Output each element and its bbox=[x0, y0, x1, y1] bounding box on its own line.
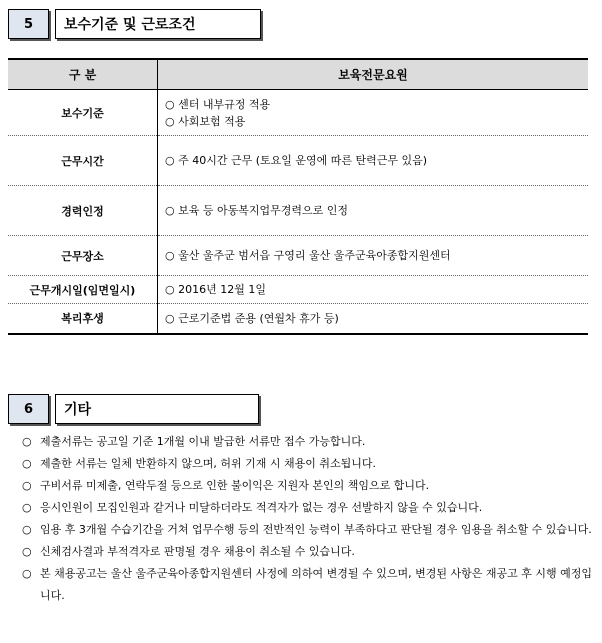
row-label: 근무시간 bbox=[8, 136, 158, 186]
list-item: ○ 구비서류 미제출, 연락두절 등으로 인한 불이익은 지원자 본인의 책임으로 합니다. bbox=[22, 475, 592, 497]
bullet-icon: ○ bbox=[22, 479, 32, 492]
bullet-icon: ○ bbox=[22, 501, 32, 514]
list-item: ○ 제출한 서류는 일체 반환하지 않으며, 허위 기재 시 채용이 취소됩니다. bbox=[22, 453, 592, 475]
row-label: 근무장소 bbox=[8, 236, 158, 276]
row-value: ○ 주 40시간 근무 (토요일 운영에 따른 탄력근무 있음) bbox=[158, 136, 589, 186]
row-value bbox=[158, 90, 589, 136]
section-6-header bbox=[8, 394, 259, 424]
working-conditions-table bbox=[8, 58, 588, 335]
table-header-row bbox=[8, 59, 588, 90]
row-value: ○ 2016년 12월 1일 bbox=[158, 276, 589, 304]
row-label: 복리후생 bbox=[8, 304, 158, 334]
row-value: ○ 보육 등 아동복지업무경력으로 인정 bbox=[158, 186, 589, 236]
list-item: ○ 본 채용공고는 울산 울주군육아종합지원센터 사정에 의하여 변경될 수 있으며, 변경된 사항은 재공고 후 시행 예정입니다. bbox=[22, 563, 592, 607]
bullet-icon: ○ bbox=[22, 545, 32, 558]
section-5-header bbox=[8, 9, 261, 39]
row-value: ○ 근로기준법 준용 (연월차 휴가 등) bbox=[158, 304, 589, 334]
table-row bbox=[8, 276, 588, 304]
header-position: 보육전문요원 bbox=[158, 59, 589, 90]
list-item: ○ 임용 후 3개월 수습기간을 거쳐 업무수행 등의 전반적인 능력이 부족하다고 판단될 경우 임용을 취소할 수 있습니다. bbox=[22, 519, 592, 541]
section-title: 보수기준 및 근로조건 bbox=[55, 9, 261, 39]
table-row bbox=[8, 90, 588, 136]
list-item: ○ 응시인원이 모집인원과 같거나 미달하더라도 적격자가 없는 경우 선발하지 않을 수 있습니다. bbox=[22, 497, 592, 519]
row-label: 보수기준 bbox=[8, 90, 158, 136]
list-item: ○ 제출서류는 공고일 기준 1개월 이내 발급한 서류만 접수 가능합니다. bbox=[22, 431, 592, 453]
notes-list bbox=[22, 431, 592, 607]
table-row bbox=[8, 136, 588, 186]
row-label: 경력인정 bbox=[8, 186, 158, 236]
section-title: 기타 bbox=[55, 394, 259, 424]
list-item: ○ 신체검사결과 부적격자로 판명될 경우 채용이 취소될 수 있습니다. bbox=[22, 541, 592, 563]
bullet-icon: ○ bbox=[22, 435, 32, 448]
bullet-icon: ○ bbox=[22, 523, 32, 536]
bullet-icon: ○ bbox=[22, 567, 32, 580]
section-number: 5 bbox=[8, 9, 49, 39]
section-number: 6 bbox=[8, 394, 49, 424]
bullet-icon: ○ bbox=[22, 457, 32, 470]
table-row bbox=[8, 304, 588, 334]
table-row bbox=[8, 186, 588, 236]
row-value-line: ○ 센터 내부규정 적용 bbox=[165, 97, 271, 111]
table-row bbox=[8, 236, 588, 276]
row-value: ○ 울산 울주군 범서읍 구영리 울산 울주군육아종합지원센터 bbox=[158, 236, 589, 276]
row-value-line: ○ 사회보험 적용 bbox=[165, 114, 246, 128]
header-category: 구 분 bbox=[8, 59, 158, 90]
row-label: 근무개시일(임면일시) bbox=[8, 276, 158, 304]
